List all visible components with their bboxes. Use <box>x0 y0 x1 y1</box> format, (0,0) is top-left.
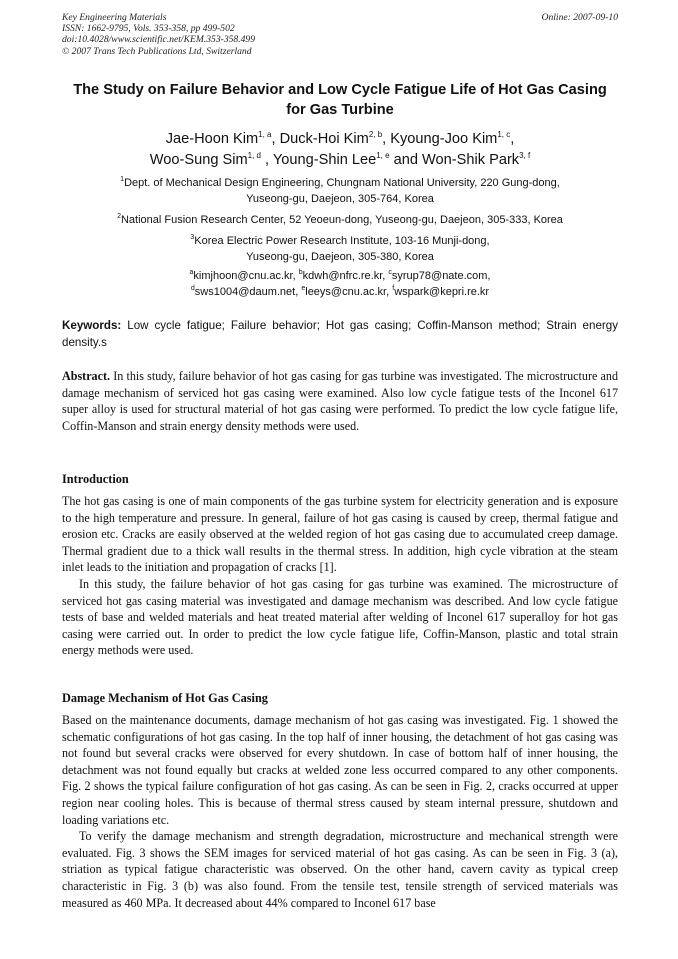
email-address[interactable]: kdwh@nfrc.re.kr, <box>302 270 389 282</box>
author-separator: , <box>271 131 280 147</box>
paragraph: Based on the maintenance documents, damage mechanism of hot gas casing was investigated. Fig. 1 showed the schematic configurations of hot gas casing. In the top half of inner housing, the detachment of hot gas casing was not found but several cracks were observed for every shutdown. In case of bottom half of inner housing, the detachment was not found equally but cracks at welded zone less occurred compared to any other components. Fig. 2 shows the typical failure configuration of hot gas casing. As can be seen in Fig. 2, cracks occurred at upper region near cooling holes. This is because of thermal stress caused by steam internal pressure, shutdown and loading variations etc. <box>62 713 618 827</box>
affiliation-3 <box>62 233 618 265</box>
paragraph: In this study, the failure behavior of hot gas casing for gas turbine was examined. The microstructure of serviced hot gas casing material was investigated and damage mechanism was described. And low cycle fatigue tests of base and welded materials and heat treated material after welding of Inconel 617 superalloy for hot gas casing were carried out. In order to predict the low cycle fatigue life, Coffin-Manson, plastic and total strain energy methods were used. <box>62 576 618 658</box>
email-address[interactable]: sws1004@daum.net, <box>194 286 302 298</box>
email-address[interactable]: leeys@cnu.ac.kr, <box>305 286 393 298</box>
author-list <box>62 129 618 171</box>
author-superscript: 1, c <box>497 130 511 139</box>
email-superscript: c <box>388 269 392 276</box>
paragraph: The hot gas casing is one of main components of the gas turbine system for electricity generation and is exposure to the high temperature and pressure. In general, failure of hot gas casing is caused by creep, thermal fatigue and erosion etc. Cracks are easily observed at the welded region of hot gas casing due to accumulated creep damage. Thermal gradient due to a thick wall results in the thermal stress. In addition, high cycle vibration at the steam inlet leads to the initiation and propagation of cracks [1]. <box>62 494 618 575</box>
author-separator: , <box>510 131 515 147</box>
author-superscript: 2, b <box>368 130 383 139</box>
keywords-label: Keywords: <box>62 319 122 332</box>
affiliation-line: Korea Electric Power Research Institute, 103-16 Munji-dong, <box>194 235 490 247</box>
affiliation-number: 2 <box>117 213 121 220</box>
introduction-section <box>62 493 618 659</box>
affiliation-line: Dept. of Mechanical Design Engineering, Chungnam National University, 220 Gung-dong, <box>124 177 560 189</box>
keywords-text: Low cycle fatigue; Failure behavior; Hot gas casing; Coffin-Manson method; Strain energy density.s <box>62 319 618 349</box>
email-superscript: d <box>190 285 195 292</box>
author-superscript: 1, e <box>376 151 390 160</box>
keywords-block <box>62 318 618 351</box>
author-name: Jae-Hoon Kim <box>165 131 259 147</box>
email-superscript: e <box>301 285 306 292</box>
author-separator: and <box>389 152 423 168</box>
affiliation-1 <box>62 175 618 207</box>
author-name: Duck-Hoi Kim <box>279 131 369 147</box>
section-heading-damage-mechanism: Damage Mechanism of Hot Gas Casing <box>62 691 268 705</box>
paragraph: To verify the damage mechanism and strength degradation, microstructure and mechanical strength were evaluated. Fig. 3 shows the SEM images for serviced material of hot gas casing. As can be seen in Fig. 3 (a), striation as typical fatigue characteristic was observed. On the other hand, cavern cavity as typical creep characteristic in Fig. 3 (b) was also found. From the tensile test, tensile strength of serviced materials was measured as 460 MPa. It decreased about 44% compared to Inconel 617 base <box>62 829 618 910</box>
author-name: Kyoung-Joo Kim <box>390 131 498 147</box>
email-superscript: b <box>298 269 303 276</box>
author-separator: , <box>260 152 273 168</box>
affiliation-2 <box>62 212 618 228</box>
abstract-label: Abstract. <box>62 369 111 383</box>
damage-mechanism-section <box>62 712 618 911</box>
affiliation-line: Yuseong-gu, Daejeon, 305-764, Korea <box>246 193 434 205</box>
journal-name: Key Engineering Materials <box>62 12 167 23</box>
author-separator: , <box>382 131 391 147</box>
abstract-block <box>62 368 618 434</box>
author-superscript: 3, f <box>519 151 531 160</box>
paper-title: The Study on Failure Behavior and Low Cycle Fatigue Life of Hot Gas Casing for Gas Turbine <box>73 82 607 118</box>
email-address[interactable]: kimjhoon@cnu.ac.kr, <box>193 270 299 282</box>
email-address[interactable]: syrup78@nate.com, <box>391 270 491 282</box>
abstract-text: In this study, failure behavior of hot gas casing for gas turbine was investigated. The microstructure and damage mechanism of serviced hot gas casing were examined. Also low cycle fatigue tests of the Inconel 617 super alloy is used for structural material of hot gas casing were performed. To predict the low cycle fatigue life, Coffin-Manson and strain energy density methods were used. <box>62 369 618 433</box>
doi-line: doi:10.4028/www.scientific.net/KEM.353-358.499 <box>62 34 256 46</box>
issn-line: ISSN: 1662-9795, Vols. 353-358, pp 499-502 <box>62 23 235 35</box>
author-superscript: 1, d <box>247 151 261 160</box>
affiliation-line: Yuseong-gu, Daejeon, 305-380, Korea <box>246 251 434 263</box>
author-name: Woo-Sung Sim <box>149 152 248 168</box>
affiliation-number: 1 <box>120 176 125 183</box>
email-address[interactable]: wspark@kepri.re.kr <box>394 286 490 298</box>
email-list <box>62 268 618 300</box>
author-superscript: 1, a <box>258 130 272 139</box>
publication-header <box>62 12 618 57</box>
author-name: Young-Shin Lee <box>272 152 377 168</box>
online-date: Online: 2007-09-10 <box>541 12 618 23</box>
copyright-line: © 2007 Trans Tech Publications Ltd, Switzerland <box>62 45 252 57</box>
affiliation-line: National Fusion Research Center, 52 Yeoeun-dong, Yuseong-gu, Daejeon, 305-333, Korea <box>120 214 563 226</box>
email-superscript: f <box>392 285 395 292</box>
affiliation-number: 3 <box>190 234 195 241</box>
author-name: Won-Shik Park <box>422 152 520 168</box>
section-heading-introduction: Introduction <box>62 472 129 486</box>
email-superscript: a <box>189 269 194 276</box>
